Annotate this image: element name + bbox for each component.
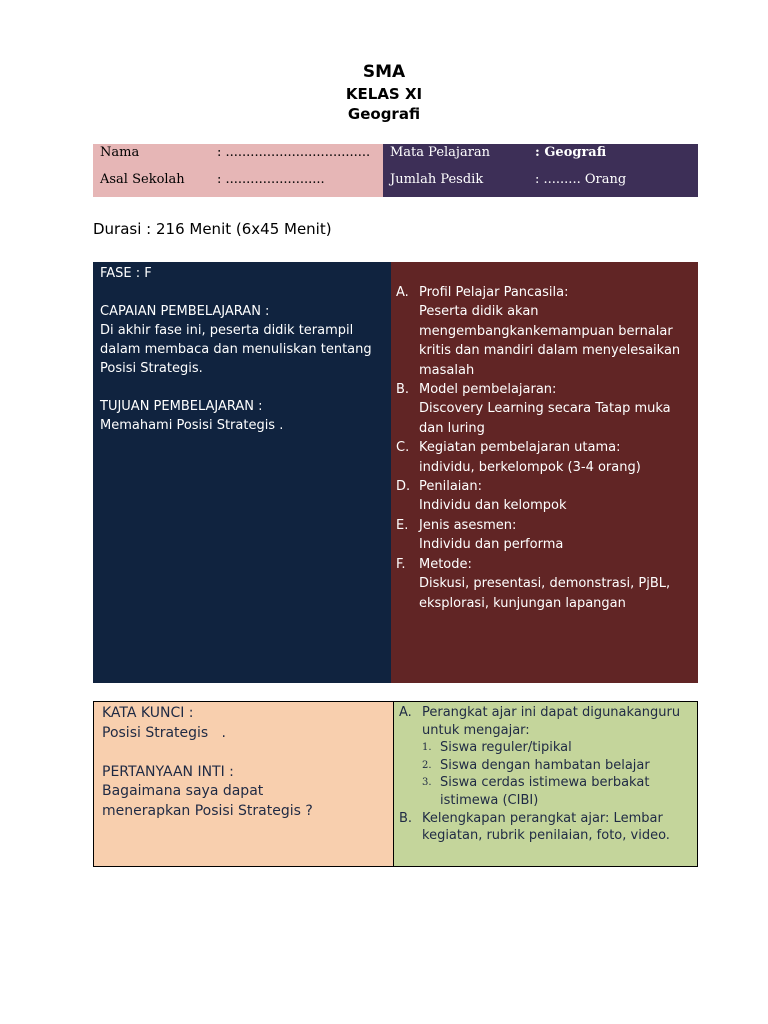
components-panel xyxy=(391,262,698,683)
name-value: : ................................... xyxy=(217,145,371,160)
list-item: 2. Siswa dengan hambatan belajar xyxy=(422,757,650,773)
list-item: A. Perangkat ajar ini dapat digunakanguru untuk mengajar: xyxy=(399,705,681,738)
duration-text: Durasi : 216 Menit (6x45 Menit) xyxy=(93,220,332,238)
name-label: Nama xyxy=(100,145,140,160)
question-text: Bagaimana saya dapat menerapkan Posisi Strategis ? xyxy=(102,783,313,819)
learning-overview xyxy=(93,262,698,683)
objective-heading: TUJUAN PEMBELAJARAN : xyxy=(100,399,263,414)
outcome-text: Di akhir fase ini, peserta didik terampil dalam membaca dan menuliskan tentang Posisi Strategis. xyxy=(100,323,372,376)
keyword-panel xyxy=(94,702,394,866)
list-item: B. Kelengkapan perangkat ajar: Lembar kegiatan, rubrik penilaian, foto, video. xyxy=(399,810,670,844)
keywords-section xyxy=(93,701,698,867)
list-item: D. Penilaian: Individu dan kelompok xyxy=(396,479,567,514)
students-value: : ......... Orang xyxy=(535,172,627,187)
phase-text: FASE : F xyxy=(100,266,152,281)
student-type-list xyxy=(399,739,691,809)
objective-text: Memahami Posisi Strategis . xyxy=(100,418,284,433)
list-item: B. Model pembelajaran: Discovery Learning secara Tatap muka dan luring xyxy=(396,382,671,436)
grade-title: KELAS XI xyxy=(345,85,423,103)
school-level: SMA xyxy=(362,62,406,82)
toolkit-list-b xyxy=(399,810,691,845)
list-item: F. Metode: Diskusi, presentasi, demonstrasi, PjBL, eksplorasi, kunjungan lapangan xyxy=(396,556,671,611)
list-item: 3. Siswa cerdas istimewa berbakat istimewa (CIBI) xyxy=(422,775,650,808)
components-list xyxy=(396,283,692,613)
subject-title: Geografi xyxy=(347,105,421,123)
list-item: A. Profil Pelajar Pancasila: Peserta didik akan mengembangkankemampuan bernalar kritis dan mandiri dalam menyelesaikan masalah xyxy=(396,285,681,378)
list-item: C. Kegiatan pembelajaran utama: individu, berkelompok (3-4 orang) xyxy=(396,440,641,475)
list-item: E. Jenis asesmen: Individu dan performa xyxy=(396,517,564,553)
outcome-heading: CAPAIAN PEMBELAJARAN : xyxy=(100,304,270,319)
identity-right-cell xyxy=(383,144,698,197)
subject-label: Mata Pelajaran xyxy=(390,145,491,160)
keyword-heading: KATA KUNCI : xyxy=(102,705,194,721)
students-label: Jumlah Pesdik xyxy=(390,172,484,187)
toolkit-list xyxy=(399,704,691,739)
toolkit-panel xyxy=(394,702,697,866)
document-header xyxy=(0,60,768,124)
identity-left-cell xyxy=(93,144,383,197)
identity-table xyxy=(93,144,698,197)
subject-value: : Geografi xyxy=(535,145,607,160)
phase-panel xyxy=(93,262,391,683)
school-value: : ........................ xyxy=(217,172,325,187)
keyword-text: Posisi Strategis . xyxy=(102,724,227,741)
school-label: Asal Sekolah xyxy=(100,172,185,187)
list-item: 1. Siswa reguler/tipikal xyxy=(422,740,572,756)
question-heading: PERTANYAAN INTI : xyxy=(102,763,234,780)
